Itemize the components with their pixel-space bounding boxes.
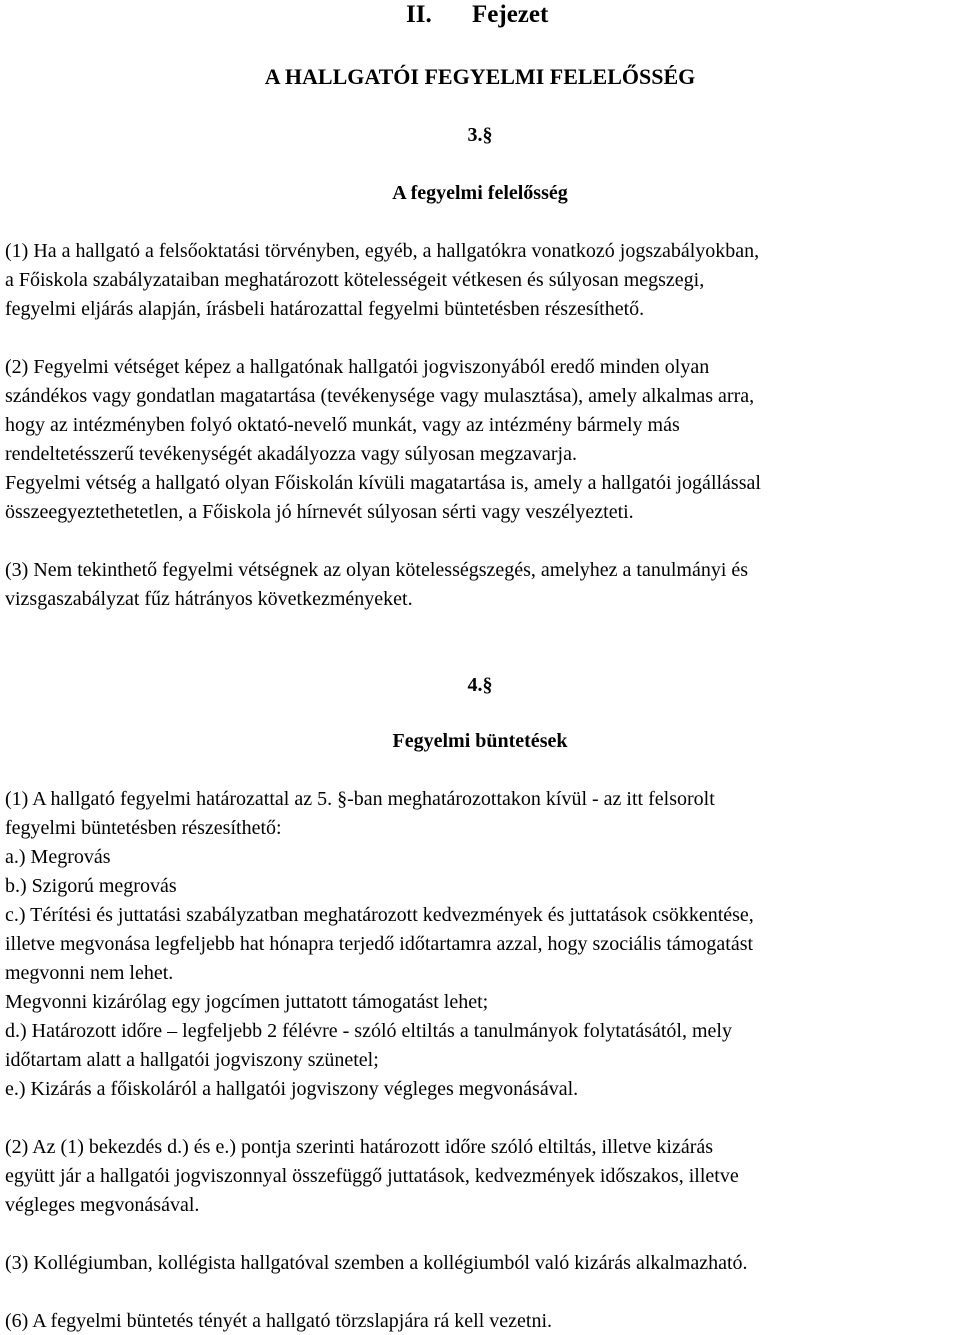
paragraph-line: Megvonni kizárólag egy jogcímen juttatott támogatást lehet;	[5, 991, 489, 1013]
paragraph-line: fegyelmi büntetésben részesíthető:	[5, 817, 282, 839]
paragraph-line: (1) Ha a hallgató a felsőoktatási törvényben, egyéb, a hallgatókra vonatkozó jogszabályokban,	[5, 240, 760, 262]
paragraph-line: illetve megvonása legfeljebb hat hónapra terjedő időtartamra azzal, hogy szociális támogatást	[5, 933, 754, 955]
paragraph-line: szándékos vagy gondatlan magatartása (tevékenysége vagy mulasztása), amely alkalmas arra,	[5, 385, 755, 407]
list-item-b: b.) Szigorú megrovás	[5, 875, 177, 897]
section-4-title: Fegyelmi büntetések	[392, 730, 568, 752]
paragraph-line: (1) A hallgató fegyelmi határozattal az 5. §-ban meghatározottakon kívül - az itt felsorolt	[5, 788, 715, 810]
list-item-c: c.) Térítési és juttatási szabályzatban meghatározott kedvezmények és juttatások csökkentése,	[5, 904, 754, 926]
chapter-number: II.	[406, 1, 432, 28]
section-4-paragraph-3: (3) Kollégiumban, kollégista hallgatóval szemben a kollégiumból való kizárás alkalmazható.	[5, 1252, 748, 1274]
paragraph-line: együtt jár a hallgatói jogviszonnyal összefüggő juttatások, kedvezmények időszakos, illetve	[5, 1165, 739, 1187]
paragraph-line: hogy az intézményben folyó oktató-nevelő munkát, vagy az intézmény bármely más	[5, 414, 680, 436]
section-3-title: A fegyelmi felelősség	[392, 182, 568, 204]
paragraph-line: végleges megvonásával.	[5, 1194, 200, 1216]
paragraph-line: összeegyeztethetetlen, a Főiskola jó hírnevét súlyosan sérti vagy veszélyezteti.	[5, 501, 634, 523]
list-item-a: a.) Megrovás	[5, 846, 111, 868]
paragraph-line: a Főiskola szabályzataiban meghatározott kötelességeit vétkesen és súlyosan megszegi,	[5, 269, 705, 291]
paragraph-line: (3) Nem tekinthető fegyelmi vétségnek az olyan kötelességszegés, amelyhez a tanulmányi és	[5, 559, 749, 581]
paragraph-line: (2) Fegyelmi vétséget képez a hallgatónak hallgatói jogviszonyából eredő minden olyan	[5, 356, 710, 378]
paragraph-line: Fegyelmi vétség a hallgató olyan Főiskolán kívüli magatartása is, amely a hallgatói jogállással	[5, 472, 761, 494]
paragraph-line: fegyelmi eljárás alapján, írásbeli határozattal fegyelmi büntetésben részesíthető.	[5, 298, 645, 320]
section-3-number: 3.§	[467, 124, 493, 146]
chapter-label: Fejezet	[472, 1, 549, 28]
chapter-title: A HALLGATÓI FEGYELMI FELELŐSSÉG	[264, 64, 696, 89]
list-item-e: e.) Kizárás a főiskoláról a hallgatói jogviszony végleges megvonásával.	[5, 1078, 579, 1100]
paragraph-line: (2) Az (1) bekezdés d.) és e.) pontja szerinti határozott időre szóló eltiltás, illetve kizárás	[5, 1136, 714, 1158]
list-item-d: d.) Határozott időre – legfeljebb 2 félévre - szóló eltiltás a tanulmányok folytatásától, mely	[5, 1020, 732, 1042]
paragraph-line: vizsgaszabályzat fűz hátrányos következményeket.	[5, 588, 413, 610]
section-4-number: 4.§	[467, 674, 493, 696]
paragraph-line: rendeltetésszerű tevékenységét akadályozza vagy súlyosan megzavarja.	[5, 443, 577, 465]
paragraph-line: megvonni nem lehet.	[5, 962, 174, 984]
section-4-paragraph-6: (6) A fegyelmi büntetés tényét a hallgató törzslapjára rá kell vezetni.	[5, 1310, 553, 1332]
paragraph-line: időtartam alatt a hallgatói jogviszony szünetel;	[5, 1049, 379, 1071]
chapter-heading	[406, 0, 548, 30]
